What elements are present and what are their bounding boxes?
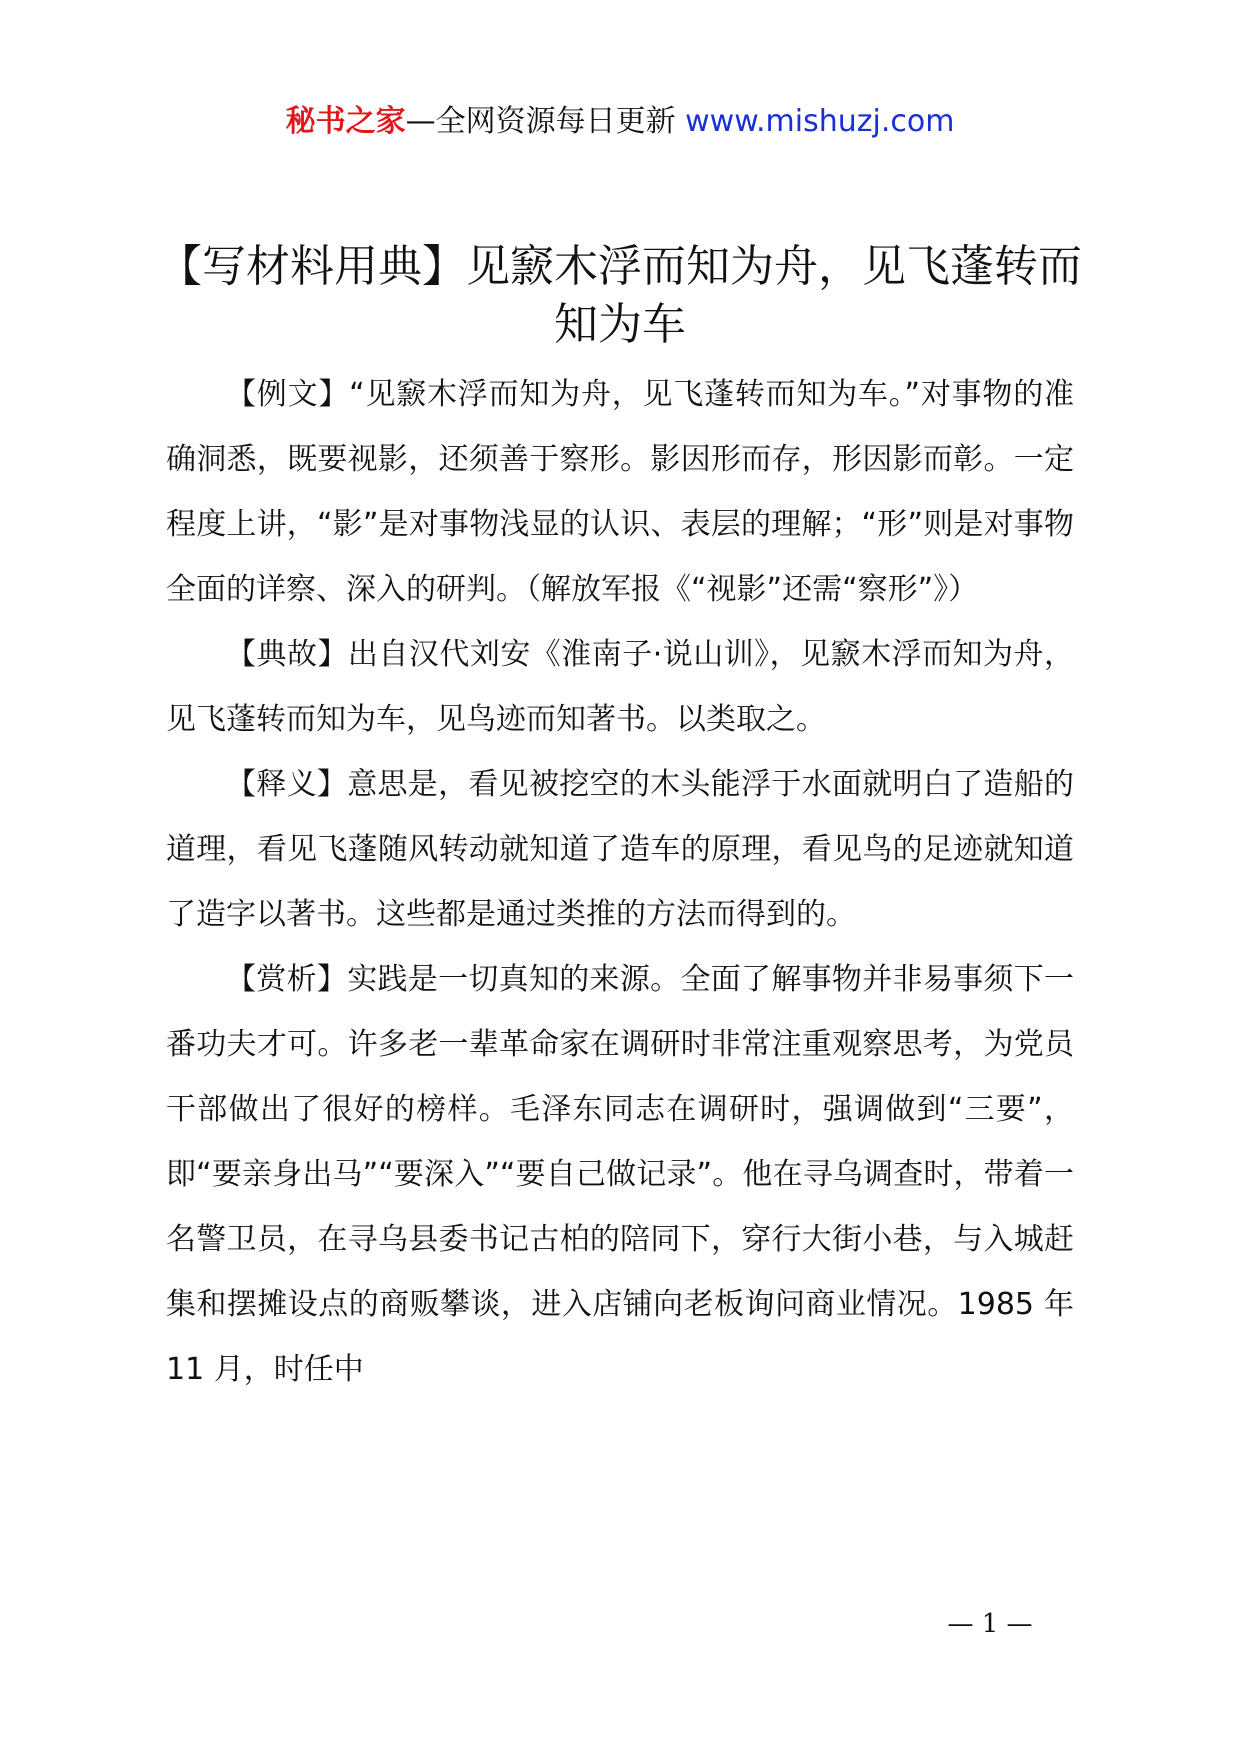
site-tagline: —全网资源每日更新: [405, 104, 686, 139]
paragraph-allusion: [166, 622, 1074, 752]
paragraph-text: 意思是，看见被挖空的木头能浮于水面就明白了造船的道理，看见飞蓬随风转动就知道了造车的原理，看见鸟的足迹就知道了造字以著书。这些都是通过类推的方法而得到的。: [166, 767, 1075, 932]
paragraph-label: 【例文】: [226, 377, 350, 412]
paragraph-analysis: [166, 947, 1074, 1402]
paragraph-example: [166, 362, 1074, 622]
paragraph-label: 【赏析】: [226, 962, 348, 997]
paragraph-text: 出自汉代刘安《淮南子·说山训》，见窾木浮而知为舟，见飞蓬转而知为车，见鸟迹而知著书。以类取之。: [166, 637, 1074, 737]
paragraph-text: “见窾木浮而知为舟，见飞蓬转而知为车。”对事物的准确洞悉，既要视影，还须善于察形。影因形而存，形因影而彰。一定程度上讲，“影”是对事物浅显的认识、表层的理解；“形”则是对事物全面的详察、深入的研判。（解放军报《“视影”还需“察形”》）: [166, 377, 1075, 607]
document-body: [166, 362, 1074, 1402]
paragraph-label: 【释义】: [226, 767, 348, 802]
site-brand: 秘书之家: [285, 104, 406, 139]
site-header: [0, 102, 1240, 142]
paragraph-meaning: [166, 752, 1074, 947]
page-number: — 1 —: [947, 1609, 1033, 1639]
paragraph-label: 【典故】: [226, 637, 348, 672]
paragraph-text: 实践是一切真知的来源。全面了解事物并非易事须下一番功夫才可。许多老一辈革命家在调研时非常注重观察思考，为党员干部做出了很好的榜样。毛泽东同志在调研时，强调做到“三要”，即“要亲身出马”“要深入”“要自己做记录”。他在寻乌调查时，带着一名警卫员，在寻乌县委书记古柏的陪同下，穿行大街小巷，与入城赶集和摆摊设点的商贩攀谈，进入店铺向老板询问商业情况。1985 年 11 月，时任中: [166, 962, 1075, 1387]
document-title: 【写材料用典】见窾木浮而知为舟，见飞蓬转而知为车: [158, 241, 1082, 350]
site-url[interactable]: www.mishuzj.com: [685, 104, 955, 139]
